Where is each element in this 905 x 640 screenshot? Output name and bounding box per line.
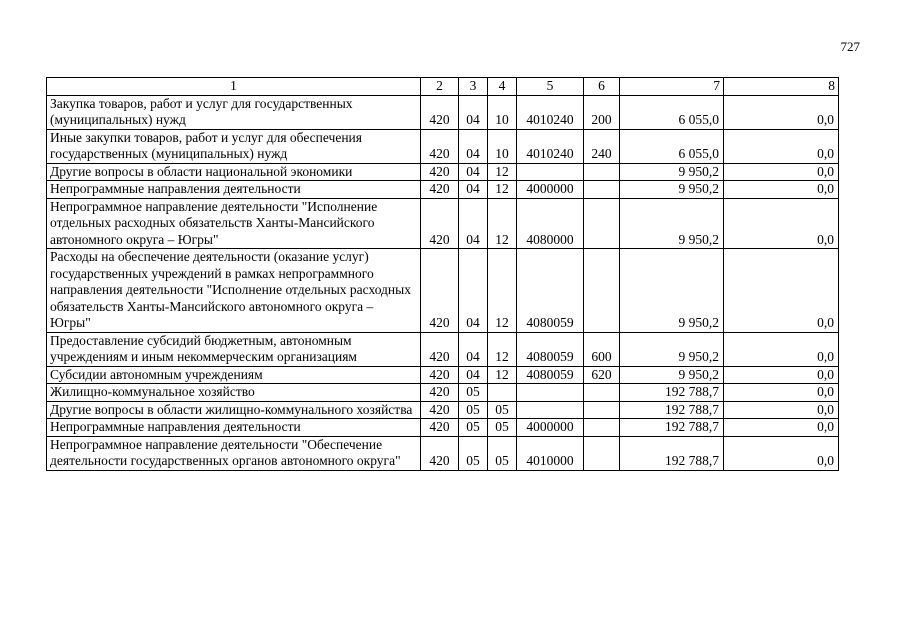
section-code-cell: 04: [459, 95, 488, 129]
target-article-cell: 4010240: [517, 129, 584, 163]
header-cell: 1: [47, 78, 421, 96]
subsection-code-cell: 12: [488, 249, 517, 333]
section-code-cell: 04: [459, 163, 488, 181]
expense-type-cell: 620: [584, 366, 620, 384]
table-row: [47, 436, 839, 470]
expense-type-cell: [584, 181, 620, 199]
amount-change-cell: 0,0: [724, 163, 839, 181]
subsection-code-cell: 12: [488, 366, 517, 384]
table-body: [47, 95, 839, 470]
expense-type-cell: [584, 436, 620, 470]
target-article-cell: 4080059: [517, 332, 584, 366]
target-article-cell: [517, 401, 584, 419]
section-code-cell: 04: [459, 249, 488, 333]
section-code-cell: 05: [459, 401, 488, 419]
header-cell: 6: [584, 78, 620, 96]
amount-change-cell: 0,0: [724, 419, 839, 437]
header-cell: 4: [488, 78, 517, 96]
subsection-code-cell: [488, 384, 517, 402]
admin-code-cell: 420: [421, 384, 459, 402]
amount-change-cell: 0,0: [724, 332, 839, 366]
target-article-cell: [517, 384, 584, 402]
expense-type-cell: 600: [584, 332, 620, 366]
amount-change-cell: 0,0: [724, 95, 839, 129]
expense-type-cell: [584, 249, 620, 333]
section-code-cell: 04: [459, 181, 488, 199]
section-code-cell: 04: [459, 366, 488, 384]
amount-cell: 9 950,2: [620, 366, 724, 384]
target-article-cell: 4000000: [517, 419, 584, 437]
table-row: [47, 401, 839, 419]
item-name-cell: Расходы на обеспечение деятельности (оказание услуг) государственных учреждений в рамках непрограммного направления деятельности "Исполнение отдельных расходных обязательств Ханты-Мансийского автономного округа – Югры": [47, 249, 421, 333]
amount-cell: 192 788,7: [620, 384, 724, 402]
amount-cell: 9 950,2: [620, 198, 724, 249]
admin-code-cell: 420: [421, 332, 459, 366]
target-article-cell: 4080059: [517, 249, 584, 333]
amount-change-cell: 0,0: [724, 436, 839, 470]
table-row: [47, 129, 839, 163]
subsection-code-cell: 05: [488, 419, 517, 437]
subsection-code-cell: 05: [488, 401, 517, 419]
target-article-cell: 4080000: [517, 198, 584, 249]
admin-code-cell: 420: [421, 163, 459, 181]
admin-code-cell: 420: [421, 366, 459, 384]
amount-change-cell: 0,0: [724, 129, 839, 163]
item-name-cell: Жилищно-коммунальное хозяйство: [47, 384, 421, 402]
table-row: [47, 384, 839, 402]
target-article-cell: 4010240: [517, 95, 584, 129]
target-article-cell: 4010000: [517, 436, 584, 470]
subsection-code-cell: 12: [488, 332, 517, 366]
amount-cell: 9 950,2: [620, 181, 724, 199]
expense-type-cell: [584, 384, 620, 402]
admin-code-cell: 420: [421, 401, 459, 419]
section-code-cell: 05: [459, 436, 488, 470]
item-name-cell: Непрограммные направления деятельности: [47, 419, 421, 437]
section-code-cell: 05: [459, 419, 488, 437]
amount-change-cell: 0,0: [724, 249, 839, 333]
expense-type-cell: 200: [584, 95, 620, 129]
target-article-cell: [517, 163, 584, 181]
table-row: [47, 181, 839, 199]
budget-table: [46, 77, 839, 471]
item-name-cell: Непрограммное направление деятельности "Обеспечение деятельности государственных органов автономного округа": [47, 436, 421, 470]
expense-type-cell: [584, 401, 620, 419]
item-name-cell: Иные закупки товаров, работ и услуг для обеспечения государственных (муниципальных) нужд: [47, 129, 421, 163]
table-header-row: [47, 78, 839, 96]
section-code-cell: 05: [459, 384, 488, 402]
header-cell: 8: [724, 78, 839, 96]
header-cell: 5: [517, 78, 584, 96]
section-code-cell: 04: [459, 198, 488, 249]
admin-code-cell: 420: [421, 436, 459, 470]
subsection-code-cell: 12: [488, 163, 517, 181]
table-row: [47, 332, 839, 366]
item-name-cell: Непрограммные направления деятельности: [47, 181, 421, 199]
amount-cell: 6 055,0: [620, 129, 724, 163]
target-article-cell: 4000000: [517, 181, 584, 199]
subsection-code-cell: 12: [488, 198, 517, 249]
item-name-cell: Закупка товаров, работ и услуг для государственных (муниципальных) нужд: [47, 95, 421, 129]
table-row: [47, 198, 839, 249]
amount-change-cell: 0,0: [724, 198, 839, 249]
table-row: [47, 95, 839, 129]
amount-cell: 192 788,7: [620, 401, 724, 419]
subsection-code-cell: 05: [488, 436, 517, 470]
amount-change-cell: 0,0: [724, 366, 839, 384]
expense-type-cell: 240: [584, 129, 620, 163]
header-cell: 7: [620, 78, 724, 96]
item-name-cell: Непрограммное направление деятельности "Исполнение отдельных расходных обязательств Ханты-Мансийского автономного округа – Югры": [47, 198, 421, 249]
amount-cell: 192 788,7: [620, 419, 724, 437]
item-name-cell: Субсидии автономным учреждениям: [47, 366, 421, 384]
amount-change-cell: 0,0: [724, 401, 839, 419]
section-code-cell: 04: [459, 332, 488, 366]
subsection-code-cell: 10: [488, 95, 517, 129]
amount-cell: 9 950,2: [620, 163, 724, 181]
admin-code-cell: 420: [421, 249, 459, 333]
item-name-cell: Другие вопросы в области национальной экономики: [47, 163, 421, 181]
table-row: [47, 419, 839, 437]
admin-code-cell: 420: [421, 129, 459, 163]
amount-cell: 192 788,7: [620, 436, 724, 470]
admin-code-cell: 420: [421, 419, 459, 437]
item-name-cell: Предоставление субсидий бюджетным, автономным учреждениям и иным некоммерческим организациям: [47, 332, 421, 366]
target-article-cell: 4080059: [517, 366, 584, 384]
amount-cell: 9 950,2: [620, 249, 724, 333]
table-row: [47, 163, 839, 181]
amount-change-cell: 0,0: [724, 181, 839, 199]
subsection-code-cell: 12: [488, 181, 517, 199]
page-number: 727: [840, 39, 860, 54]
admin-code-cell: 420: [421, 198, 459, 249]
expense-type-cell: [584, 198, 620, 249]
item-name-cell: Другие вопросы в области жилищно-коммунального хозяйства: [47, 401, 421, 419]
expense-type-cell: [584, 163, 620, 181]
admin-code-cell: 420: [421, 95, 459, 129]
header-cell: 3: [459, 78, 488, 96]
admin-code-cell: 420: [421, 181, 459, 199]
amount-cell: 9 950,2: [620, 332, 724, 366]
amount-cell: 6 055,0: [620, 95, 724, 129]
table-row: [47, 366, 839, 384]
expense-type-cell: [584, 419, 620, 437]
header-cell: 2: [421, 78, 459, 96]
subsection-code-cell: 10: [488, 129, 517, 163]
table-row: [47, 249, 839, 333]
amount-change-cell: 0,0: [724, 384, 839, 402]
section-code-cell: 04: [459, 129, 488, 163]
